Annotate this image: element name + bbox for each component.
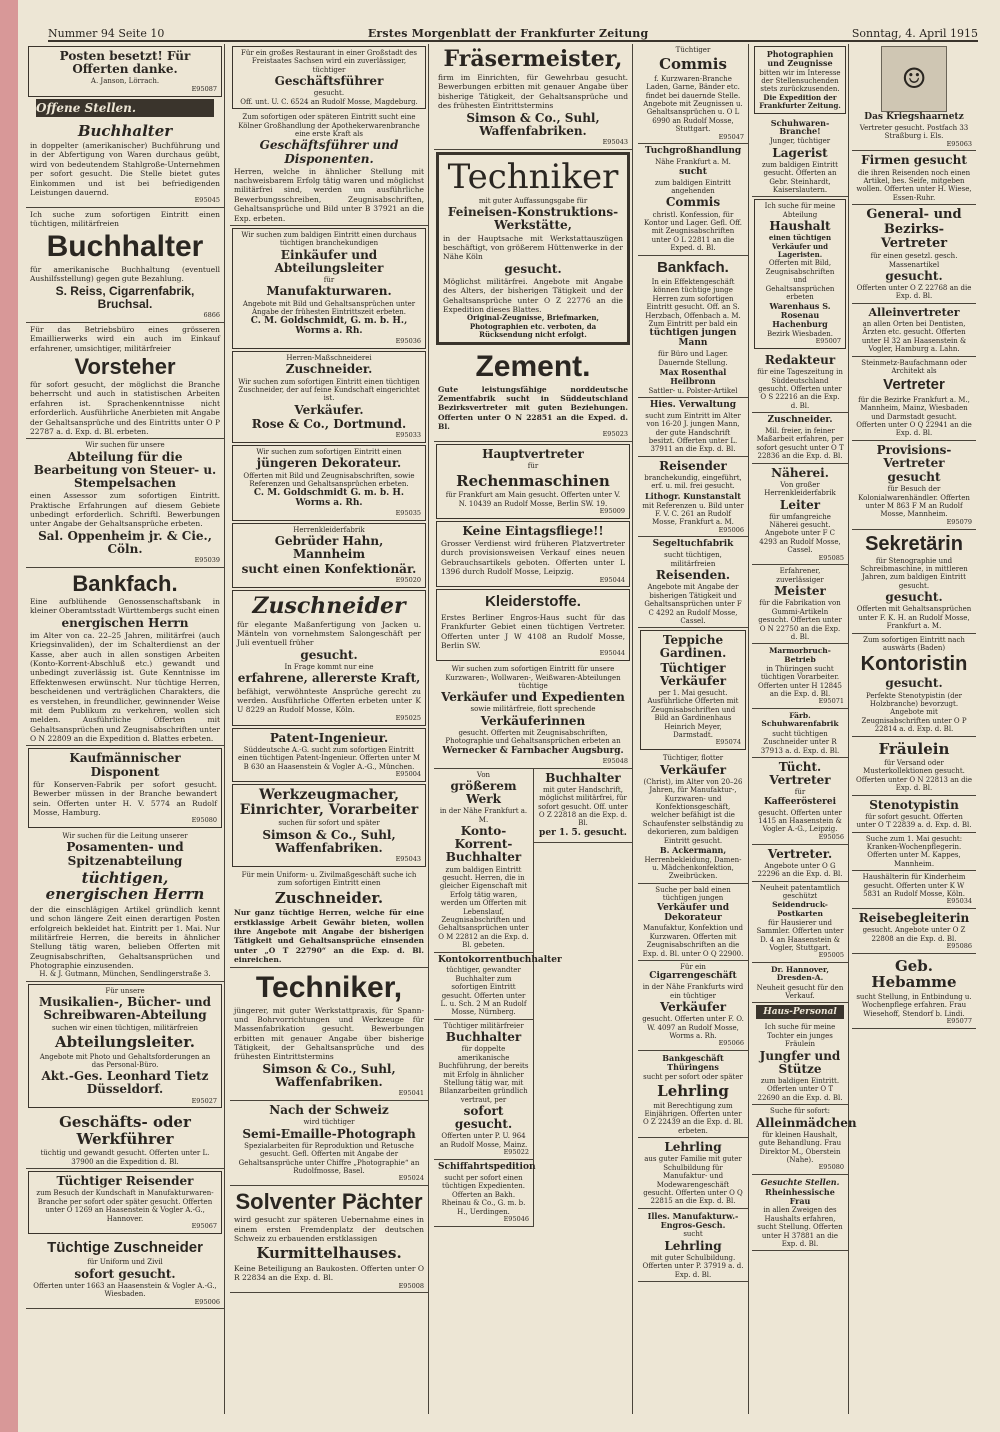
- ad-vertreter-kaffee: Tücht. Vertreter für Kaffeerösterei gesucht. Offerten unter 1415 an Haasenstein & Vogler A.-G., Leipzig. E95056: [752, 758, 848, 845]
- col3-right-half: [534, 769, 632, 1227]
- ad-hebamme: Geb. Hebamme sucht Stellung, in Entbindung u. Wochenpflege erfahren. Frau Wiesehoff, Stendorf b. Lindi. E95077: [852, 954, 976, 1029]
- ad-kriegshaarnetz: ☺ Das Kriegshaarnetz Vertreter gesucht. Postfach 33 Straßburg i. Els. E95063: [852, 44, 976, 151]
- ad-schiffahrtspedition: Schiffahrtspedition sucht per sofort einen tüchtigen Expedienten. Offerten an Bakh. Rheinau & Co., G. m. b. H., Uerdingen. E95046: [434, 1160, 533, 1227]
- ad-zement: Zement. Gute leistungsfähige norddeutsche Zementfabrik sucht in Süddeutschland Bezirksvertreter mit guten Beziehungen. Offerten unter O N 22851 an die Exped. d. Bl. E95023: [434, 347, 632, 443]
- ad-teppiche: Teppiche Gardinen. Tüchtiger Verkäufer per 1. Mai gesucht. Ausführliche Offerten mit Zeugnisabschriften und Bild an Gardinenhaus Heinrich Meyer, Darmstadt. E95074: [640, 630, 746, 750]
- ad-verkaeufer-dekorateur: Suche per bald einen tüchtigen jungen Verkäufer und Dekorateur Manufaktur, Konfektion und Kurzwaren. Offerten mit Zeugnisabschriften an die Exp. d. Bl. unter O Q 22900.: [638, 884, 748, 961]
- newspaper-page: [18, 0, 1000, 1432]
- ad-seidendruck: Neuheit patentamtlich geschützt Seidendruck-Postkarten für Hausierer und Sammler. Offerten unter D. 4 an Haasenstein & Vogler, Stuttgart. E95005: [752, 882, 848, 964]
- ad-buchhalter-reiss: Ich suche zum sofortigen Eintritt einen tüchtigen, militärfreien Buchhalter für amerikanische Buchhaltung (eventuell Aushilfsstellung) gegen gute Bezahlung. S. Reiss, Cigarrenfabrik, Bruchsal. 6866: [26, 208, 224, 323]
- ad-einkaeufer-goldschmidt: Wir suchen zum baldigen Eintritt einen durchaus tüchtigen branchekundigen Einkäufer und Abteilungsleiter für Manufakturwaren. Angebote mit Bild und Gehaltsansprüchen unter Angabe der frühesten Eintrittszeit erbeten. C. M. Goldschmidt, G. m. b. H., Worms a. Rh. E95036: [232, 228, 426, 349]
- ad-paechter: Solventer Pächter wird gesucht zur späteren Uebernahme eines in einem ersten Fremdenplatz der deutschen Schweiz zu erbauenden erstklassigen Kurmittelhauses. Keine Beteiligung an Baukosten. Offerten unter O R 22834 an die Exp. d. Bl. E95008: [230, 1186, 428, 1293]
- ad-geschaeftsfuehrer-restaurant: Für ein großes Restaurant in einer Großstadt des Freistaates Sachsen wird ein zuverlässiger, tüchtiger Geschäftsführer gesucht. Off. unt. U. C. 6524 an Rudolf Mosse, Magdeburg.: [232, 46, 426, 109]
- section-haus-personal: Haus-Personal: [756, 1005, 844, 1019]
- ad-hannover: Dr. Hannover, Dresden-A. Neuheit gesucht für den Verkauf.: [752, 963, 848, 1003]
- ad-marmorbruch: Marmorbruch-Betrieb in Thüringen sucht tüchtigen Vorarbeiter. Offerten unter H 12845 an die Exp. d. Bl. E95071: [752, 644, 848, 709]
- ad-schuhwaren-lagerist: Schuhwaren-Branche! Junger, tüchtiger Lagerist zum baldigen Eintritt gesucht. Offerten an Gebr. Steinhardt, Kaiserslautern.: [752, 116, 848, 198]
- column-3: [434, 44, 633, 1414]
- ad-vorsteher: Für das Betriebsbüro eines grösseren Emaillierwerks wird ein auch im Einkauf erfahrener, umsichtiger, militärfreier Vorsteher für sofort gesucht, der möglichst die Branche beherrscht und auch in statistischen Arbeiten erfahren ist. Sprachenkenntnisse nicht erforderlich. Ausführliche Anerbieten mit Angabe der Gehaltsansprüche und des Eintritts unter O P 22787 a. d. Exp. d. Bl. erbeten.: [26, 323, 224, 439]
- ad-jungfer-stuetze: Ich suche für meine Tochter ein junges Fräulein Jungfer und Stütze zum baldigen Eintritt. Offerten unter O T 22690 an die Exp. d. Bl.: [752, 1021, 848, 1105]
- ad-wochenpflegerin: Suche zum 1. Mai gesucht: Kranken-Wochenpflegerin. Offerten unter M. Kappes, Mannheim.: [852, 833, 976, 872]
- ad-redakteur: Redakteur für eine Tageszeitung in Süddeutschland gesucht. Offerten unter O S 22216 an die Exp. d. Bl.: [752, 351, 848, 413]
- column-4: [638, 44, 749, 1414]
- ad-alleinvertreter: Alleinvertreter an allen Orten bei Dentisten, Ärzten etc. gesucht. Offerten unter H 32 an Haasenstein & Vogler, Hamburg a. Lahn.: [852, 304, 976, 357]
- ad-cigarrengeschaeft: Für ein Cigarrengeschäft in der Nähe Frankfurts wird ein tüchtiger Verkäufer gesucht. Offerten unter F. O. W. 4097 an Rudolf Mosse, Worms a. Rh. E95066: [638, 961, 748, 1051]
- ad-provisions-vertreter: Provisions-Vertreter gesucht für Besuch der Kolonialwarenhändler. Offerten unter M 863 F M an Rudolf Mosse, Mannheim. E95079: [852, 441, 976, 530]
- ad-haushaelterin: Haushälterin für Kinderheim gesucht. Offerten unter K W 5831 an Rudolf Mosse, Köln. E95034: [852, 871, 976, 909]
- ad-reisebegleiterin: Reisebegleiterin gesucht. Angebote unter O Z 22808 an die Exp. d. Bl. E95086: [852, 909, 976, 954]
- ad-firmen-gesucht: Firmen gesucht die ihren Reisenden noch einen Artikel, bes. Seife, mitgeben wollen. Offerten unter H. Wiese, Essen-Ruhr.: [852, 151, 976, 205]
- column-5: [752, 44, 857, 1414]
- ad-rechenmaschinen: Hauptvertreter für Rechenmaschinen für Frankfurt am Main gesucht. Offerten unter V. N. 10439 an Rudolf Mosse, Berlin SW. 19. E95009: [436, 444, 630, 519]
- column-1: [26, 44, 225, 1414]
- ad-bankfach-2: Bankfach. In ein Effektengeschäft können tüchtige junge Herren zum sofortigen Eintritt gesucht. Off. an S. Herzbach, Offenbach a. M. Zum Eintritt per bald ein tüchtigen jungen Mann für Büro und Lager. Dauernde Stellung. Max Rosenthal Heilbronn Sattler- u. Polster-Artikel: [638, 256, 748, 398]
- ad-sekretaerin: Sekretärin für Stenographie und Schreibmaschine, in mittleren Jahren, zum baldigen Eintritt gesucht. gesucht. Offerten mit Gehaltsansprüchen unter F. K. H. an Rudolf Mosse, Frankfurt a. M.: [852, 530, 976, 634]
- ad-techniker-simson: Techniker, jüngerer, mit guter Werkstattpraxis, für Spann- und Bohrvorrichtungen und Werkzeuge für Massenfabrikation gesucht. Bewerbungen erbitten mit genauer Angabe über bisherige Tätigkeit, der Gehaltsansprüche und des frühesten Eintrittstermins Simson & Co., Suhl, Waffenfabriken. E95041: [230, 968, 428, 1101]
- ad-zuschneider-rose: Herren-Maßschneiderei Zuschneider. Wir suchen zum sofortigen Eintritt einen tüchtigen Zuschneider, der auf feine Kundschaft eingerichtet ist. Verkäufer. Rose & Co., Dortmund. E95033: [232, 351, 426, 443]
- ad-haushalt-rosenau: Ich suche für meine Abteilung Haushalt einen tüchtigen Verkäufer und Lageristen. Offerten mit Bild, Zeugnisabschriften und Gehaltsansprüchen erbeten Warenhaus S. Rosenau Hachenburg Bezirk Wiesbaden. E95007: [754, 199, 846, 349]
- ad-bankfach-1: Bankfach. Eine aufblühende Genossenschaftsbank in kleiner Oberamtsstadt Württembergs sucht einen energischen Herrn im Alter von ca. 22–25 Jahren, militärfrei (auch Kriegsinvaliden), der im Schalterdienst an der Kasse, aber auch in allen sonstigen Arbeiten (Konto-Korrent-Abschluß etc.) gewandt und unbedingt zuverlässig ist. Gute Kenntnisse im Effektenwesen erwünscht. Nur tüchtige Herren, bescheidenen und verträglichen Charakters, die es verstehen, in freundlicher, gewinnender Weise mit dem Publikum zu verkehren, wollen sich melden. Ausführliche Offerten mit Gehaltsansprüchen und Zeugnisabschriften unter O N 22809 an die Expedition d. Blattes erbeten.: [26, 568, 224, 747]
- ad-dekorateur: Wir suchen zum sofortigen Eintritt einen jüngeren Dekorateur. Offerten mit Bild und Zeugnisabschriften, sowie Referenzen und Gehaltsansprüchen erbeten. C. M. Goldschmidt G. m. b. H. Worms a. Rh. E95035: [232, 445, 426, 521]
- ad-general-vertreter: General- und Bezirks-Vertreter für einen gesetzl. gesch. Massenartikel gesucht. Offerten unter O Z 22768 an die Exp. d. Bl.: [852, 205, 976, 304]
- ad-zuschneider-col5: Zuschneider. Mil. freier, in feiner Maßarbeit erfahren, per sofort gesucht unter O T 22836 an die Exp. d. Bl.: [752, 413, 848, 463]
- ad-lehrling-3: Illes. Manufakturw.- Engros-Gesch. sucht Lehrling mit guter Schulbildung. Offerten unter P. 37919 a. d. Exp. d. Bl.: [638, 1209, 748, 1282]
- ad-alleinmaedchen: Suche für sofort: Alleinmädchen für kleinen Haushalt, gute Behandlung. Frau Direktor M., Oberstein (Nahe). E95080: [752, 1105, 848, 1175]
- ad-naeherei: Näherei. Von großer Herrenkleiderfabrik Leiter für umfangreiche Näherei gesucht. Angebote unter F C 4293 an Rudolf Mosse, Cassel. E95085: [752, 464, 848, 566]
- ad-reisender-2: Reisender branchekundig, eingeführt, erf. u. mil. frei gesucht. Lithogr. Kunstanstalt mit Referenzen u. Bild unter F. V. C. 261 an Rudolf Mosse, Frankfurt a. M. E95006: [638, 457, 748, 538]
- ad-fraesermeister: Fräsermeister, firm im Einrichten, für Gewehrbau gesucht. Bewerbungen erbitten mit genauer Angabe über bisherige Tätigkeit, der Gehaltsansprüche und des frühesten Eintrittstermins Simson & Co., Suhl, Waffenfabriken. E95043: [434, 44, 632, 150]
- ad-buchhalter-gesucht: Buchhalter mit guter Handschrift, möglichst militärfrei, für sofort gesucht. Off. unter O Z 22818 an die Exp. d. Bl. per 1. 5. gesucht.: [534, 769, 632, 843]
- ad-meister: Erfahrener, zuverlässiger Meister für die Fabrikation von Gummi-Artikeln gesucht. Offerten unter O N 22750 an die Exp. d. Bl.: [752, 565, 848, 644]
- column-2: [230, 44, 429, 1414]
- ad-tuchgrosshandlung: Tuchgroßhandlung Nähe Frankfurt a. M. sucht zum baldigen Eintritt angehenden Commis christl. Konfession, für Kontor und Lager. Gefl. Off. mit Zeugnisabschriften unter O L 22811 an die Exped. d. Bl.: [638, 144, 748, 255]
- ad-buchhalter-mosse-mainz: Tüchtiger militärfreier Buchhalter für doppelte amerikanische Buchführung, der bereits mit Erfolg in ähnlicher Stellung tätig war, mit Bilanzarbeiten gründlich vertraut, per sofort gesucht. Offerten unter P. U. 964 an Rudolf Mosse, Mainz. E95022: [434, 1020, 533, 1160]
- ad-geschaeftsfuehrer-disponenten: Zum sofortigen oder späteren Eintritt sucht eine Kölner Großhandlung der Apothekerwarenbranche eine erste Kraft als Geschäftsführer und Disponenten. Herren, welche in ähnlicher Stellung mit nachweisbarem Erfolg tätig waren und möglichst militärfrei sind, werden um ausführliche Bewerbungsschreiben, Zeugnisabschriften, Gehaltsansprüche und Bild unter B 37921 an die Exp. erbeten.: [230, 111, 428, 226]
- column-6: [852, 44, 976, 1414]
- ad-zuschneider-uniform: Für mein Uniform- u. Zivilmaßgeschäft suche ich zum sofortigen Eintritt einen Zuschneider. Nur ganz tüchtige Herren, welche für eine erstklassige Arbeit Gewähr bieten, wollen ihre Angebote mit Angabe der bisherigen Tätigkeit und Gehaltsansprüche einsenden unter „O T 22790“ an die Exp. d. Bl. einreichen.: [230, 869, 428, 968]
- ad-segeltuchfabrik: Segeltuchfabrik sucht tüchtigen, militärfreien Reisenden. Angebote mit Angabe der bisherigen Tätigkeit und Gehaltsansprüchen unter F C 4292 an Rudolf Mosse, Cassel.: [638, 537, 748, 628]
- ad-reisender-1: Tüchtiger Reisender zum Besuch der Kundschaft in Manufakturwaren-Branche per sofort oder später gesucht. Offerten unter O 1269 an Haasenstein & Vogler A.-G., Hannover. E95067: [28, 1171, 222, 1234]
- ad-kontoristin: Zum sofortigen Eintritt nach auswärts (Baden) Kontoristin gesucht. Perfekte Stenotypistin (der Holzbranche) bevorzugt. Angebote mit Zeugnisabschriften unter O P 22814 a. d. Exp. d. Bl.: [852, 634, 976, 737]
- ad-gebrueder-hahn: Herrenkleiderfabrik Gebrüder Hahn, Mannheim sucht einen Konfektionär. E95020: [232, 523, 426, 588]
- ad-werkfuehrer: Geschäfts- oder Werkführer tüchtig und gewandt gesucht. Offerten unter L. 37900 an die Expedition d. Bl.: [26, 1110, 224, 1169]
- ad-gesuchte-stellen: Gesuchte Stellen. Rheinhessische Frau in allen Zweigen des Haushalts erfahren, sucht Stellung. Offerten unter H 37881 an die Exp. d. Bl.: [752, 1175, 848, 1251]
- header-masthead: Erstes Morgenblatt der Frankfurter Zeitung: [367, 27, 649, 40]
- ad-verwaltung: Hies. Verwaltung sucht zum Eintritt im Alter von 16-20 J. jungen Mann, der gute Handschrift besitzt. Offerten unter L. 37911 an die Exp. d. Bl.: [638, 398, 748, 457]
- ad-eintagsfliege: Keine Eintagsfliege!! Grosser Verdienst wird früheren Platzvertreter durch provisionsweisen Verkauf eines neuen Gebrauchsartikels geboten. Offerten unter L 1396 durch Rudolf Mosse, Leipzig. E95044: [436, 521, 630, 587]
- ad-kleiderstoffe: Kleiderstoffe. Erstes Berliner Engros-Haus sucht für das Frankfurter Gebiet einen tüchtigen Vertreter. Offerten unter J W 4108 an Rudolf Mosse, Berlin SW. E95044: [436, 589, 630, 661]
- ad-fraeulein: Fräulein für Versand oder Musterkollektionen gesucht. Offerten unter O N 22813 an die Exp. d. Bl.: [852, 737, 976, 796]
- ad-buchhalter-1: Buchhalter in doppelter (amerikanischer) Buchführung und in der Abfertigung von Waren durchaus geübt, wird von bedeutendem Stahlgroße-Unternehmen per sofort gesucht. Die Stelle bietet gutes Einkommen und ist bei befriedigenden Leistungen dauernd. E95045: [26, 119, 224, 209]
- ad-techniker-feineisen: Techniker mit guter Auffassungsgabe für Feineisen-Konstruktions-Werkstätte, in der Hauptsache mit Werkstattauszügen beschäftigt, von größerem Hüttenwerke in der Nähe Köln gesucht. Möglichst militärfrei. Angebote mit Angabe des Alters, der bisherigen Tätigkeit und der Gehaltsansprüche unter O Z 22776 an die Expedition dieses Blattes. Original-Zeugnisse, Briefmarken, Photographien etc. verboten, da Rücksendung nicht erfolgt.: [436, 152, 630, 345]
- page-header: [48, 22, 978, 42]
- ad-commis-1: Tüchtiger Commis f. Kurzwaren-Branche Laden, Garne, Bänder etc. findet bei dauernde Stelle. Angebote mit Zeugnissen u. Gehaltsansprüchen u. O L 6990 an Rudolf Mosse, Stuttgart. E95047: [638, 44, 748, 144]
- ad-konto-korrent: Von größerem Werk in der Nähe Frankfurt a. M. Konto-Korrent-Buchhalter zum baldigen Eintritt gesucht. Herren, die in gleicher Eigenschaft mit Erfolg tätig waren, werden um Offerten mit Lebenslauf, Zeugnisabschriften und Gehaltsansprüchen unter O M 22812 an die Exp. d. Bl. gebeten.: [434, 769, 533, 953]
- ad-photograph-schweiz: Nach der Schweiz wird tüchtiger Semi-Emaille-Photograph Spezialarbeiten für Reproduktion und Retusche gesucht. Gefl. Offerten mit Angabe der Gehaltsansprüche unter Chiffre „Photographie“ an Rudolfmosse, Basel. E95024: [230, 1101, 428, 1186]
- ad-verkaeufer-wernecker: Wir suchen zum sofortigen Eintritt für unsere Kurzwaren-, Wollwaren-, Weißwaren-Abteilungen tüchtige Verkäufer und Expedienten sowie militärfreie, flott sprechende Verkäuferinnen gesucht. Offerten mit Zeugnisabschriften, Photographie und Gehaltsansprüchen erbeten an Wernecker & Farnbacher Augsburg. E95048: [434, 663, 632, 768]
- page-edge-strip: [0, 0, 18, 1432]
- ad-patent-ingenieur: Patent-Ingenieur. Süddeutsche A.-G. sucht zum sofortigen Eintritt einen tüchtigen Patent-Ingenieur. Offerten unter M B 630 an Haasenstein & Vogler A.-G., München. E95004: [232, 728, 426, 782]
- ad-posamenten: Wir suchen für die Leitung unserer Posamenten- und Spitzenabteilung tüchtigen, energischen Herrn der die einschlägigen Artikel gründlich kennt und schon längere Zeit einen derartigen Posten erfolgreich bekleidet hat. Eintritt per 1. Mai. Nur militärfreie Herren, die bereits in ähnlicher Stellung tätig waren, belieben Offerten mit Zeugnisabschriften, Gehaltsansprüchen und Photographie einzusenden. H. & J. Gutmann, München, Sendlingerstraße 3.: [26, 830, 224, 982]
- section-offene-stellen: Offene Stellen.: [36, 99, 214, 117]
- col3-left-half: [434, 769, 562, 1227]
- header-left: Nummer 94 Seite 10: [48, 27, 165, 40]
- col3-split: [434, 769, 632, 1227]
- ad-zuschneider-mosse-koeln: Zuschneider für elegante Maßanfertigung von Jacken u. Mänteln von vornehmstem Salongeschäft per Juli eventuell früher gesucht. In Frage kommt nur eine erfahrene, allererste Kraft, befähigt, verwöhnteste Ansprüche gerecht zu werden. Ausführliche Offerten erbeten unter K U 8229 an Rudolf Mosse, Köln. E95025: [232, 590, 426, 726]
- ad-verkaeufer-ackermann: Tüchtiger, flotter Verkäufer (Christ), im Alter von 20–26 Jahren, für Manufaktur-, Kurzwaren- und Konfektionsgeschäft, welcher befähigt ist die Schaufenster selbständig zu dekorieren, zum baldigen Eintritt gesucht. B. Ackermann, Herrenbekleidung, Damen- u. Mädchenkonfektion, Zweibrücken.: [638, 752, 748, 884]
- ad-lehrling-2: Lehrling aus guter Familie mit guter Schulbildung für Manufaktur- und Modewarengeschäft gesucht. Offerten unter O Q 22815 an die Exp. d. Bl.: [638, 1138, 748, 1209]
- ad-schuhwarenfabrik: Färb. Schuhwarenfabrik sucht tüchtigen Zuschneider unter R 37913 a. d. Exp. d. Bl.: [752, 709, 848, 758]
- ad-disponent: Kaufmännischer Disponent für Konserven-Fabrik per sofort gesucht. Bewerber müssen in der Branche bewandert sein. Offerten unter H. V. 5774 an Rudolf Mosse, Hamburg. E95080: [28, 748, 222, 828]
- ad-steuer-abteilung: Wir suchen für unsere Abteilung für die Bearbeitung von Steuer- u. Stempelsachen einen Assessor zum sofortigen Eintritt. Praktische Erfahrungen auf diesem Gebiete unbedingt erforderlich. Schriftl. Bewerbungen unter Angabe der Gehaltsansprüche erbeten. Sal. Oppenheim jr. & Cie., Cöln. E95039: [26, 439, 224, 568]
- ad-zuschneider-1: Tüchtige Zuschneider für Uniform und Zivil sofort gesucht. Offerten unter 1663 an Haasenstein & Vogler A.-G., Wiesbaden. E95006: [26, 1236, 224, 1310]
- ad-vertreter-steinmetz: Steinmetz-Baufachmann oder Architekt als Vertreter für die Bezirke Frankfurt a. M., Mannheim, Mainz, Wiesbaden und Darmstadt gesucht. Offerten unter O Q 22941 an die Exp. d. Bl.: [852, 357, 976, 441]
- header-date: Sonntag, 4. April 1915: [851, 27, 978, 40]
- ad-musikalien-tietz: Für unsere Musikalien-, Bücher- und Schreibwaren-Abteilung suchen wir einen tüchtigen, militärfreien Abteilungsleiter. Angebote mit Photo und Gehaltsforderungen an das Personal-Büro. Akt.-Ges. Leonhard Tietz Düsseldorf. E95027: [28, 984, 222, 1109]
- woman-portrait-image: ☺: [881, 46, 947, 112]
- ad-kontokorrentbuchhalter: Kontokorrentbuchhalter tüchtiger, gewandter Buchhalter zum sofortigen Eintritt gesucht. Offerten unter L. u. Sch. 2 M an Rudolf Mosse, Nürnberg.: [434, 953, 533, 1020]
- ad-posten-besetzt: Posten besetzt! Für Offerten danke. A. Janson, Lörrach. E95087: [28, 46, 222, 97]
- ad-bankgeschaeft-lehrling: Bankgeschäft Thüringens sucht per sofort oder später Lehrling mit Berechtigung zum Einjährigen. Offerten unter O Z 22439 an die Exp. d. Bl. erbeten.: [638, 1051, 748, 1138]
- ad-vertreter-col5: Vertreter. Angebote unter O G 22296 an die Exp. d. Bl.: [752, 845, 848, 882]
- ad-werkzeugmacher: Werkzeugmacher, Einrichter, Vorarbeiter suchen für sofort und später Simson & Co., Suhl, Waffenfabriken. E95043: [232, 784, 426, 867]
- ad-stenotypistin: Stenotypistin für sofort gesucht. Offerten unter O T 22839 a. d. Exp. d. Bl.: [852, 796, 976, 833]
- ad-photographien-hinweis: Photographien und Zeugnisse bitten wir im Interesse der Stellensuchenden stets zurückzusenden. Die Expedition der Frankfurter Zeitung.: [754, 46, 846, 114]
